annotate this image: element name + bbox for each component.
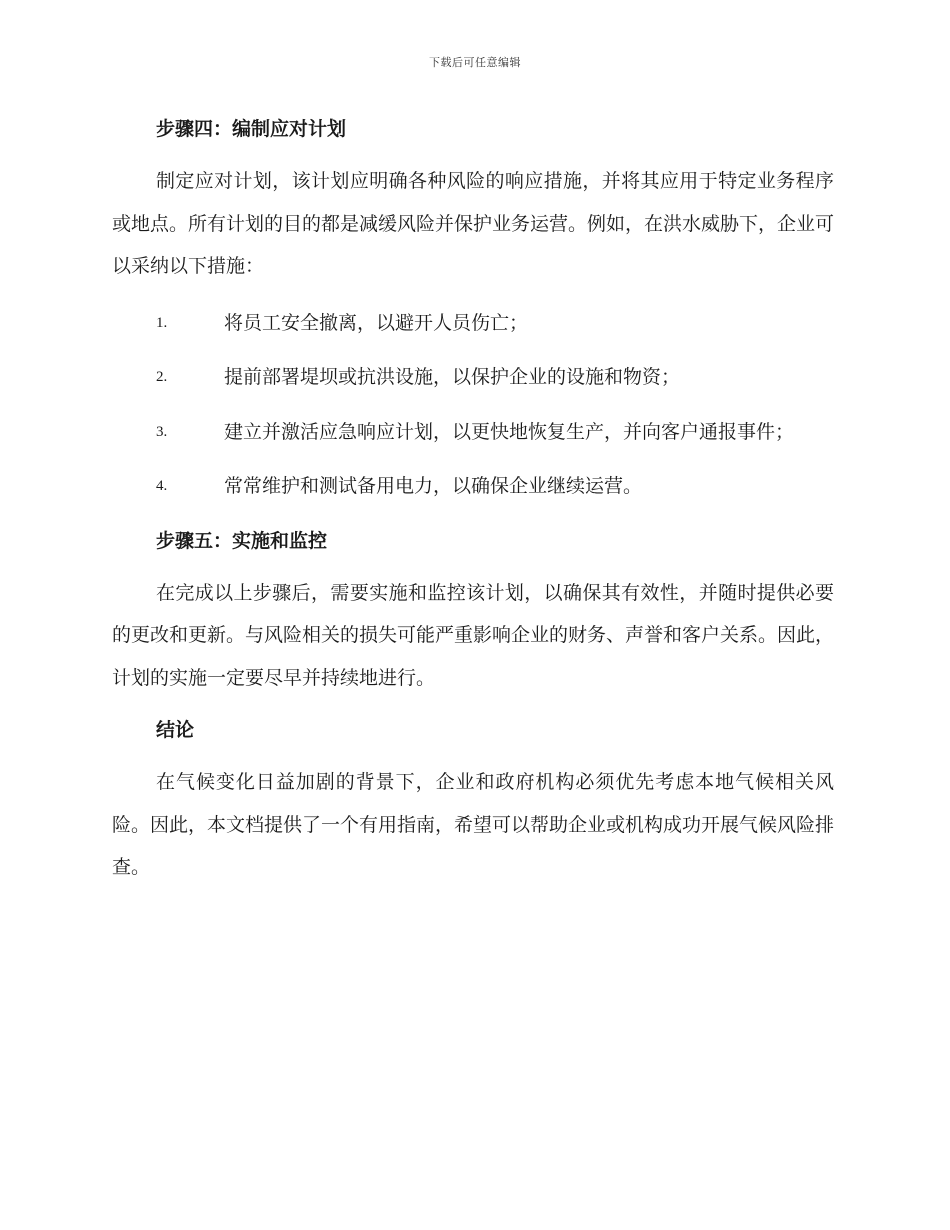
flood-measures-list [112,302,834,508]
list-item-text: 将员工安全撤离，以避开人员伤亡； [224,311,529,334]
section-heading-conclusion: 结论 [156,719,195,741]
document-body [112,108,834,889]
page-header: 下载后可任意编辑 [429,56,521,69]
list-item [112,411,834,454]
section-heading-step-four: 步骤四：编制应对计划 [156,118,347,140]
list-item-text: 常常维护和测试备用电力，以确保企业继续运营。 [224,475,643,497]
list-item-number: 3. [156,423,168,440]
list-item [112,302,834,345]
list-item-number: 2. [156,369,168,385]
list-item [112,356,834,399]
list-item-number: 1. [156,314,168,331]
list-item-number: 4. [156,478,168,494]
list-item-text: 提前部署堤坝或抗洪设施，以保护企业的设施和物资； [224,366,681,388]
list-item [112,465,834,508]
step-four-paragraph: 制定应对计划，该计划应明确各种风险的响应措施，并将其应用于特定业务程序或地点。所有计划的目的都是减缓风险并保护业务运营。例如，在洪水威胁下，企业可以采纳以下措施： [112,170,835,277]
conclusion-paragraph: 在气候变化日益加剧的背景下，企业和政府机构必须优先考虑本地气候相关风险。因此，本文档提供了一个有用指南，希望可以帮助企业或机构成功开展气候风险排查。 [112,771,835,878]
section-heading-step-five: 步骤五：实施和监控 [156,529,328,552]
list-item-text: 建立并激活应急响应计划，以更快地恢复生产，并向客户通报事件； [224,420,795,443]
step-five-paragraph: 在完成以上步骤后，需要实施和监控该计划，以确保其有效性，并随时提供必要的更改和更新。与风险相关的损失可能严重影响企业的财务、声誉和客户关系。因此，计划的实施一定要尽早并持续地进行。 [112,581,835,689]
